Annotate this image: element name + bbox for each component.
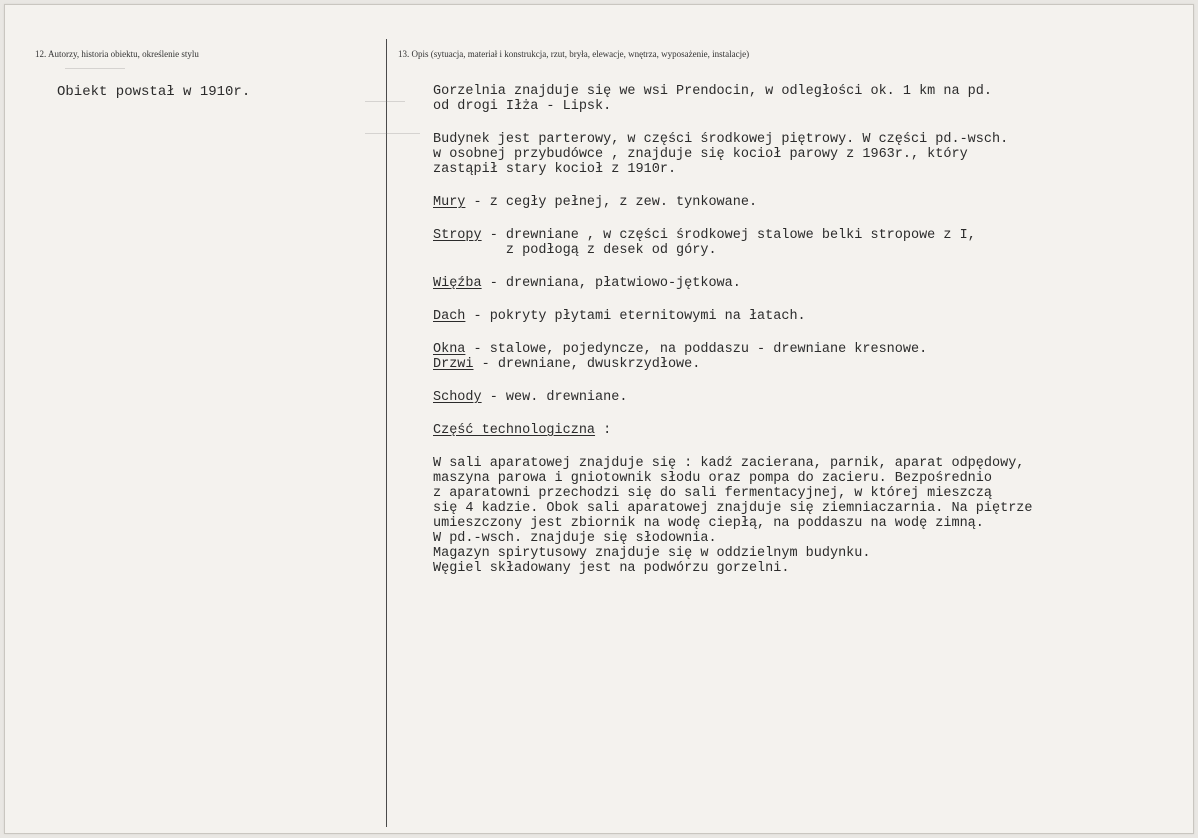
tech-line: maszyna parowa i gniotownik słodu oraz pompa do zacieru. Bezpośrednio xyxy=(433,471,992,486)
okna-line xyxy=(433,342,1193,357)
mury-text: - z cegły pełnej, z zew. tynkowane. xyxy=(465,195,758,210)
stropy-line xyxy=(433,228,1193,243)
dach-text: - pokryty płytami eternitowymi na łatach. xyxy=(465,309,806,324)
wiezba-label: Więźba xyxy=(433,276,482,291)
dach-line xyxy=(433,309,1193,324)
mury-line xyxy=(433,195,1193,210)
tech-label: Część technologiczna xyxy=(433,423,596,438)
description-line: w osobnej przybudówce , znajduje się kocioł parowy z 1963r., który xyxy=(433,147,968,162)
wiezba-line xyxy=(433,276,1193,291)
tech-line: umieszczony jest zbiornik na wodę ciepłą, na poddaszu na wodę zimną. xyxy=(433,516,984,531)
tech-line: W sali aparatowej znajduje się : kadź zacierana, parnik, aparat odpędowy, xyxy=(433,456,1025,471)
description-line: Gorzelnia znajduje się we wsi Prendocin, w odległości ok. 1 km na pd. xyxy=(433,84,992,99)
description-line: od drogi Iłża - Lipsk. xyxy=(433,99,612,114)
description-body xyxy=(433,84,1193,576)
tech-line: W pd.-wsch. znajduje się słodownia. xyxy=(433,531,717,546)
drzwi-label: Drzwi xyxy=(433,357,474,372)
stropy-text: - drewniane , w części środkowej stalowe belki stropowe z I, xyxy=(481,228,976,243)
faint-mark xyxy=(65,68,125,69)
tech-line: się 4 kadzie. Obok sali aparatowej znajduje się ziemniaczarnia. Na piętrze xyxy=(433,501,1033,516)
document-sheet xyxy=(4,4,1194,834)
tech-line: Węgiel składowany jest na podwórzu gorzelni. xyxy=(433,561,790,576)
drzwi-line xyxy=(433,357,1193,372)
stropy-label: Stropy xyxy=(433,228,482,243)
history-text: Obiekt powstał w 1910r. xyxy=(57,84,251,100)
schody-label: Schody xyxy=(433,390,482,405)
section-12-header: 12. Autorzy, historia obiektu, określenie stylu xyxy=(35,49,199,59)
schody-text: - wew. drewniane. xyxy=(481,390,628,405)
faint-mark xyxy=(365,101,405,102)
drzwi-text: - drewniane, dwuskrzydłowe. xyxy=(473,357,701,372)
okna-text: - stalowe, pojedyncze, na poddaszu - drewniane kresnowe. xyxy=(465,342,928,357)
column-divider xyxy=(386,39,387,827)
faint-mark xyxy=(365,133,420,134)
mury-label: Mury xyxy=(433,195,466,210)
dach-label: Dach xyxy=(433,309,466,324)
section-13-header: 13. Opis (sytuacja, materiał i konstrukcja, rzut, bryła, elewacje, wnętrza, wyposażenie, instalacje) xyxy=(398,49,750,59)
tech-line: z aparatowni przechodzi się do sali fermentacyjnej, w której mieszczą xyxy=(433,486,992,501)
tech-line: Magazyn spirytusowy znajduje się w oddzielnym budynku. xyxy=(433,546,871,561)
description-line: Budynek jest parterowy, w części środkowej piętrowy. W części pd.-wsch. xyxy=(433,132,1009,147)
description-line: zastąpił stary kocioł z 1910r. xyxy=(433,162,677,177)
tech-heading xyxy=(433,423,1193,438)
tech-colon: : xyxy=(595,423,612,438)
wiezba-text: - drewniana, płatwiowo-jętkowa. xyxy=(481,276,741,291)
stropy-line-2: z podłogą z desek od góry. xyxy=(433,243,717,258)
okna-label: Okna xyxy=(433,342,466,357)
schody-line xyxy=(433,390,1193,405)
